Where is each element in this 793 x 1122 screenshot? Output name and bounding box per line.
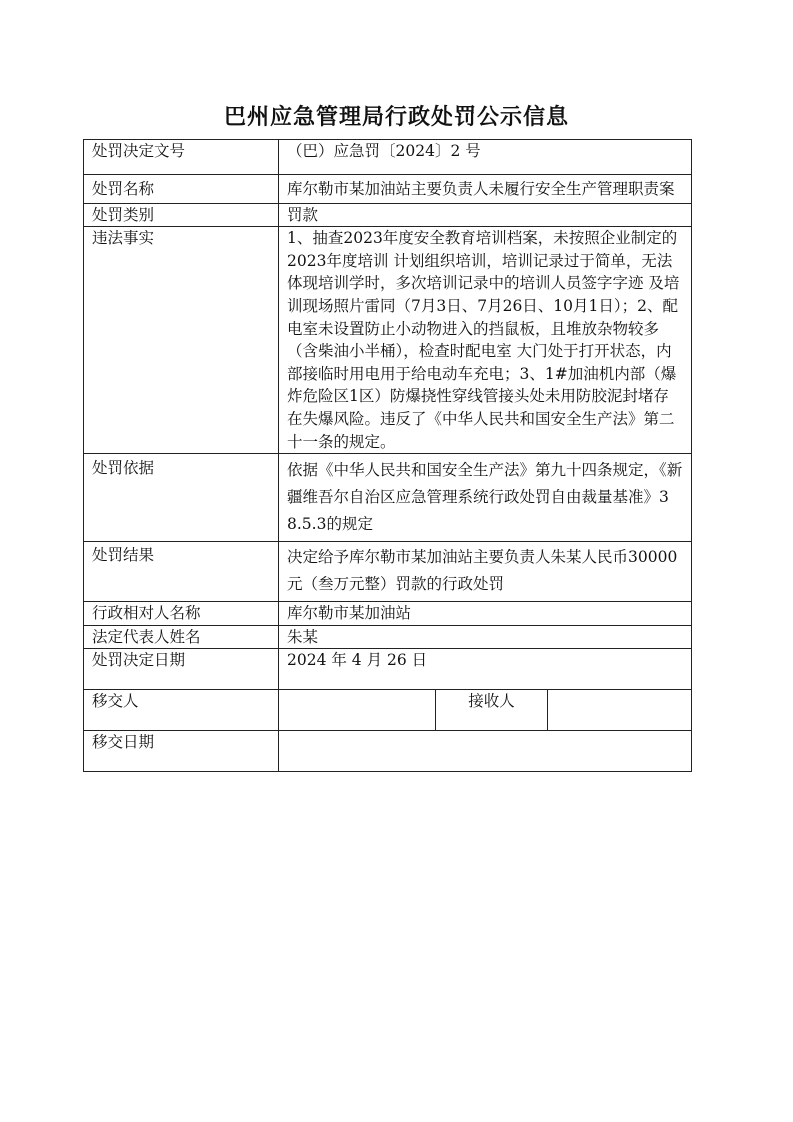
penalty-basis-value: 依据《中华人民共和国安全生产法》第九十四条规定，《新疆维吾尔自治区应急管理系统行政处罚自由裁量基准》38.5.3的规定 [279, 454, 692, 542]
table-row [84, 649, 692, 690]
legal-rep-value: 朱某 [279, 625, 692, 649]
penalty-result-label: 处罚结果 [84, 542, 279, 602]
legal-rep-label: 法定代表人姓名 [84, 625, 279, 649]
receiver-value [548, 690, 692, 731]
transferor-label: 移交人 [84, 690, 279, 731]
transfer-date-value [279, 731, 692, 772]
table-row [84, 625, 692, 649]
table-row [84, 140, 692, 175]
penalty-result-value: 决定给予库尔勒市某加油站主要负责人朱某人民币30000元（叁万元整）罚款的行政处罚 [279, 542, 692, 602]
penalty-basis-label: 处罚依据 [84, 454, 279, 542]
table-row [84, 454, 692, 542]
doc-number-label: 处罚决定文号 [84, 140, 279, 175]
penalty-type-label: 处罚类别 [84, 203, 279, 227]
decision-date-value: 2024 年 4 月 26 日 [279, 649, 692, 690]
table-row [84, 731, 692, 772]
counterparty-label: 行政相对人名称 [84, 602, 279, 626]
table-row [84, 227, 692, 454]
violation-facts-label: 违法事实 [84, 227, 279, 454]
counterparty-value: 库尔勒市某加油站 [279, 602, 692, 626]
page-title: 巴州应急管理局行政处罚公示信息 [223, 104, 569, 130]
penalty-name-value: 库尔勒市某加油站主要负责人未履行安全生产管理职责案 [279, 175, 692, 204]
table-row [84, 602, 692, 626]
penalty-type-value: 罚款 [279, 203, 692, 227]
table-row [84, 542, 692, 602]
table-row [84, 203, 692, 227]
transferor-value [279, 690, 436, 731]
table-row [84, 690, 692, 731]
penalty-info-table [83, 139, 692, 772]
violation-facts-value: 1、抽查2023年度安全教育培训档案，未按照企业制定的2023年度培训 计划组织培训，培训记录过于简单，无法体现培训学时，多次培训记录中的培训人员签字字迹 及培训现场照片雷同（7月3日、7月26日、10月1日）；2、配电室未设置防止小动物进入的挡鼠板，且堆放杂物较多（含柴油小半桶），检查时配电室 大门处于打开状态，内部接临时用电用于给电动车充电；3、1#加油机内部（爆炸危险区1区）防爆挠性穿线管接头处未用防胶泥封堵存在失爆风险。违反了《中华人民共和国安全生产法》第二十一条的规定。 [279, 227, 692, 454]
doc-number-value: （巴）应急罚〔2024〕2 号 [279, 140, 692, 175]
penalty-name-label: 处罚名称 [84, 175, 279, 204]
transfer-date-label: 移交日期 [84, 731, 279, 772]
receiver-label: 接收人 [436, 690, 548, 731]
decision-date-label: 处罚决定日期 [84, 649, 279, 690]
table-row [84, 175, 692, 204]
